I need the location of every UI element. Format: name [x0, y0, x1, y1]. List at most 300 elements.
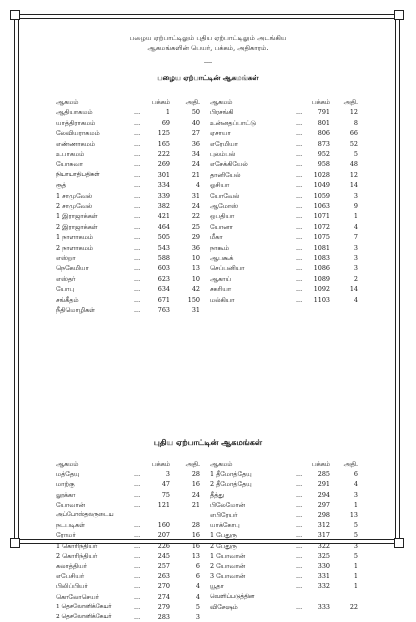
book-page: 330 — [317, 562, 330, 570]
book-chapters: 12 — [349, 108, 358, 117]
book-name: ஆமோஸ் — [210, 202, 238, 210]
book-page: 125 — [157, 129, 170, 138]
book-page: 464 — [157, 222, 170, 231]
book-name: 1 பேதுரு — [210, 531, 237, 540]
book-chapters: 3 — [195, 613, 200, 621]
book-page: 333 — [317, 602, 330, 611]
book-chapters: 3 — [353, 191, 358, 200]
book-page: 791 — [317, 108, 330, 117]
book-row — [56, 118, 206, 128]
book-page: 1 — [165, 108, 170, 117]
leader-dots: ... — [296, 160, 303, 169]
book-chapters: 52 — [349, 139, 358, 148]
book-name: சங்கீதம் — [56, 295, 79, 304]
column-header-book: ஆகமம் — [210, 460, 233, 468]
book-row — [56, 128, 206, 138]
book-chapters: 4 — [195, 592, 200, 601]
book-page: 257 — [157, 562, 170, 570]
column-header-book: ஆகமம் — [210, 98, 233, 106]
book-name: லேவியராகமம் — [56, 129, 100, 138]
book-row — [210, 139, 360, 149]
book-name: எண்ணாகமம் — [56, 139, 95, 148]
book-page: 1075 — [313, 233, 330, 242]
book-row — [210, 561, 360, 571]
book-page: 634 — [157, 285, 170, 294]
book-name: 1 நாளாகமம் — [56, 233, 94, 242]
leader-dots: ... — [134, 170, 141, 179]
book-row — [210, 530, 360, 540]
book-name: எபிரேயர் — [210, 511, 238, 519]
book-row — [56, 211, 206, 221]
book-name: யோவேல் — [210, 191, 240, 200]
book-chapters: 4 — [195, 582, 200, 591]
leader-dots: ... — [296, 264, 303, 273]
column-header-chapters: அதி. — [185, 460, 200, 468]
page-title-line2: ஆகமங்களின் பெயர், பக்கம், அதிகாரம். — [147, 44, 269, 52]
book-name: 2 சாமுவேல் — [56, 202, 93, 210]
book-row — [210, 170, 360, 180]
book-name: ஆபகூக் — [210, 254, 234, 262]
book-chapters: 4 — [353, 295, 358, 304]
book-chapters: 3 — [353, 264, 358, 273]
book-page: 1081 — [313, 243, 330, 252]
book-name: 1 இராஜாக்கள் — [56, 212, 98, 221]
leader-dots: ... — [296, 295, 303, 304]
book-chapters: 42 — [191, 285, 200, 294]
book-page: 69 — [161, 118, 170, 127]
book-chapters: 8 — [353, 118, 358, 127]
leader-dots: ... — [134, 212, 141, 221]
book-row — [210, 602, 360, 612]
book-chapters: 22 — [191, 212, 200, 221]
leader-dots: ... — [296, 243, 303, 252]
leader-dots: ... — [296, 150, 303, 158]
book-chapters: 16 — [191, 480, 200, 489]
book-name: ஆகாய் — [210, 274, 231, 283]
book-row — [56, 170, 206, 180]
leader-dots: ... — [296, 470, 303, 479]
book-row — [56, 159, 206, 169]
book-row — [210, 159, 360, 169]
book-name: செப்பனியா — [210, 264, 245, 273]
leader-dots: ... — [296, 490, 303, 499]
book-row — [56, 274, 206, 284]
ot-left-header-row — [56, 97, 206, 107]
book-chapters: 10 — [191, 254, 200, 262]
column-header-chapters: அதி. — [343, 98, 358, 106]
book-chapters: 1 — [353, 582, 358, 591]
book-chapters: 16 — [191, 531, 200, 540]
book-chapters: 5 — [195, 602, 200, 611]
book-page: 75 — [161, 490, 170, 499]
book-row — [56, 541, 206, 551]
book-row — [56, 500, 206, 510]
book-page: 382 — [157, 202, 170, 210]
leader-dots: ... — [296, 562, 303, 570]
book-name: எபேசியர் — [56, 572, 85, 581]
book-row — [56, 305, 206, 315]
book-page: 269 — [157, 160, 170, 169]
leader-dots: ... — [134, 521, 141, 530]
leader-dots: ... — [296, 170, 303, 179]
book-row — [56, 107, 206, 117]
book-chapters: 13 — [191, 264, 200, 273]
book-page: 1028 — [313, 170, 330, 179]
nt-right-header-row — [210, 459, 360, 469]
leader-dots: ... — [134, 551, 141, 560]
border-corner — [394, 538, 404, 548]
book-row — [210, 274, 360, 284]
leader-dots: ... — [134, 480, 141, 489]
book-page: 543 — [157, 243, 170, 252]
leader-dots: ... — [296, 233, 303, 242]
book-chapters: 5 — [353, 150, 358, 158]
leader-dots: ... — [296, 541, 303, 550]
book-row — [210, 201, 360, 211]
book-chapters: 36 — [191, 243, 200, 252]
book-row — [210, 490, 360, 500]
book-chapters: 5 — [353, 551, 358, 560]
book-name: நாகூம் — [210, 243, 229, 252]
book-name: புலம்பல் — [210, 150, 236, 158]
book-row — [56, 479, 206, 489]
leader-dots: ... — [134, 160, 141, 169]
book-row — [56, 139, 206, 149]
book-page: 47 — [161, 480, 170, 489]
book-row — [210, 232, 360, 242]
book-page: 1103 — [313, 295, 330, 304]
book-chapters: 1 — [353, 572, 358, 581]
book-name: 3 யோவான் — [210, 572, 246, 581]
book-row — [56, 592, 206, 602]
book-name: பிலேமோன் — [210, 500, 245, 509]
book-page: 1089 — [313, 274, 330, 283]
book-chapters: 28 — [191, 521, 200, 530]
book-chapters: 3 — [353, 490, 358, 499]
leader-dots: ... — [296, 521, 303, 530]
book-name: ஏசாயா — [210, 129, 231, 138]
leader-dots: ... — [134, 233, 141, 242]
book-chapters: 6 — [195, 572, 200, 581]
book-page: 245 — [157, 551, 170, 560]
book-chapters: 24 — [191, 202, 200, 210]
book-page: 505 — [157, 233, 170, 242]
page-title-line1: பழைய ஏற்பாட்டிலும் புதிய ஏற்பாட்டிலும் அடங்கிய — [129, 34, 287, 42]
book-chapters: 3 — [353, 254, 358, 262]
book-name: நியாயாதிபதிகள் — [56, 171, 100, 178]
book-name: 1 சாமுவேல் — [56, 191, 93, 200]
book-chapters: 4 — [353, 480, 358, 489]
border-corner — [10, 10, 20, 20]
book-page: 322 — [317, 541, 330, 550]
book-page: 207 — [157, 531, 170, 540]
book-chapters: 40 — [191, 118, 200, 127]
book-chapters: 13 — [349, 511, 358, 519]
book-name: யோசுவா — [56, 160, 83, 169]
leader-dots: ... — [134, 470, 141, 479]
book-row — [56, 510, 206, 520]
leader-dots: ... — [134, 582, 141, 591]
leader-dots: ... — [134, 531, 141, 540]
book-page: 331 — [317, 572, 330, 581]
column-header-page: பக்கம் — [151, 460, 170, 468]
book-name: ரூத் — [56, 181, 67, 190]
ot-right-header-row — [210, 97, 360, 107]
leader-dots: ... — [134, 202, 141, 210]
book-page: 958 — [317, 160, 330, 169]
book-name: எஸ்தர் — [56, 274, 76, 283]
leader-dots: ... — [134, 274, 141, 283]
book-name: நீதிமொழிகள் — [56, 306, 95, 314]
book-name: லூக்கா — [56, 490, 76, 499]
book-page: 274 — [157, 592, 170, 601]
book-row — [210, 479, 360, 489]
border-corner — [394, 10, 404, 20]
book-page: 588 — [157, 254, 170, 262]
book-page: 332 — [317, 582, 330, 591]
book-chapters: 13 — [191, 551, 200, 560]
book-row — [56, 180, 206, 190]
book-name: எஸ்றா — [56, 254, 76, 262]
book-row — [56, 612, 206, 622]
book-page: 222 — [157, 150, 170, 158]
book-name: மல்கியா — [210, 295, 235, 304]
leader-dots: ... — [296, 139, 303, 148]
book-row — [56, 149, 206, 159]
book-row — [56, 222, 206, 232]
leader-dots: ... — [296, 582, 303, 591]
book-name: யோபு — [56, 285, 75, 294]
book-page: 294 — [317, 490, 330, 499]
book-name: ஆதியாகமம் — [56, 108, 93, 117]
book-page: 334 — [157, 181, 170, 190]
book-name: 2 பேதுரு — [210, 541, 237, 550]
book-page: 421 — [157, 212, 170, 221]
book-page: 339 — [157, 191, 170, 200]
leader-dots: ... — [296, 191, 303, 200]
book-name: தானியேல் — [210, 170, 241, 179]
book-name: 1 கொரிந்தியர் — [56, 541, 98, 550]
book-chapters: 16 — [191, 541, 200, 550]
column-header-chapters: அதி. — [343, 460, 358, 468]
leader-dots: ... — [134, 139, 141, 148]
book-name: யூதா — [210, 582, 224, 591]
leader-dots: ... — [134, 118, 141, 127]
book-chapters: 29 — [191, 233, 200, 242]
book-page: 1092 — [313, 285, 330, 294]
book-chapters: 31 — [191, 191, 200, 200]
book-chapters: 5 — [353, 521, 358, 530]
book-page: 952 — [317, 150, 330, 158]
book-chapters: 1 — [353, 562, 358, 570]
book-row — [210, 510, 360, 520]
book-page: 297 — [317, 500, 330, 509]
book-page: 1071 — [313, 212, 330, 221]
book-row — [56, 581, 206, 591]
book-page: 312 — [317, 521, 330, 530]
leader-dots: ... — [134, 541, 141, 550]
book-name: 2 இராஜாக்கள் — [56, 222, 98, 231]
leader-dots: ... — [134, 222, 141, 231]
book-page: 3 — [165, 470, 170, 479]
book-chapters: 3 — [353, 243, 358, 252]
book-row — [210, 180, 360, 190]
book-row — [56, 263, 206, 273]
leader-dots: ... — [134, 613, 141, 621]
book-chapters: 14 — [349, 181, 358, 190]
book-page: 285 — [317, 470, 330, 479]
leader-dots: ... — [134, 295, 141, 304]
book-page: 121 — [157, 500, 170, 509]
book-row — [56, 571, 206, 581]
book-name: ஓசியா — [210, 181, 230, 190]
book-chapters: 21 — [191, 170, 200, 179]
leader-dots: ... — [296, 254, 303, 262]
book-name: யோவான் — [56, 500, 86, 509]
leader-dots: ... — [296, 511, 303, 519]
leader-dots: ... — [134, 243, 141, 252]
book-page: 806 — [317, 129, 330, 138]
book-name: 1 யோவான் — [210, 551, 246, 560]
book-chapters: 28 — [191, 470, 200, 479]
book-page: 283 — [157, 613, 170, 621]
book-chapters: 5 — [353, 531, 358, 540]
book-page: 298 — [317, 511, 330, 519]
book-page: 317 — [317, 531, 330, 540]
book-chapters: 2 — [353, 274, 358, 283]
book-page: 279 — [157, 602, 170, 611]
leader-dots: ... — [134, 191, 141, 200]
leader-dots: ... — [296, 129, 303, 138]
book-row — [210, 284, 360, 294]
column-header-page: பக்கம் — [151, 98, 170, 106]
book-row — [56, 530, 206, 540]
book-chapters: 1 — [353, 212, 358, 221]
book-name: யாத்திராகமம் — [56, 118, 96, 127]
book-name: சகரியா — [210, 285, 232, 294]
leader-dots: ... — [134, 108, 141, 117]
leader-dots: ... — [134, 181, 141, 190]
book-name: ரோமர் — [56, 531, 76, 540]
leader-dots: ... — [296, 285, 303, 294]
book-row — [210, 243, 360, 253]
book-name: நெகேமியா — [56, 264, 89, 273]
leader-dots: ... — [134, 562, 141, 570]
column-header-book: ஆகமம் — [56, 460, 79, 468]
book-chapters: 66 — [349, 129, 358, 138]
leader-dots: ... — [296, 572, 303, 581]
book-page: 1086 — [313, 264, 330, 273]
book-row — [210, 551, 360, 561]
book-row — [56, 551, 206, 561]
book-page: 1083 — [313, 254, 330, 262]
column-header-page: பக்கம் — [311, 460, 330, 468]
book-name: கொலோசெயர் — [56, 592, 99, 601]
leader-dots: ... — [296, 551, 303, 560]
book-name: யோனா — [210, 222, 233, 231]
book-page: 291 — [317, 480, 330, 489]
leader-dots: ... — [134, 150, 141, 158]
book-row — [56, 284, 206, 294]
book-page: 226 — [157, 541, 170, 550]
book-chapters: 9 — [353, 202, 358, 210]
book-page: 1049 — [313, 181, 330, 190]
book-name: தீத்து — [210, 490, 224, 499]
book-row — [210, 541, 360, 551]
book-chapters: 4 — [353, 222, 358, 231]
book-row — [210, 149, 360, 159]
book-name: வெளிப்படுத்தின — [210, 593, 255, 600]
book-name: உபாகமம் — [56, 150, 85, 158]
book-row — [210, 520, 360, 530]
book-name: 1 தெசலோனிக்கேயர் — [56, 603, 112, 610]
book-chapters: 7 — [353, 233, 358, 242]
book-row — [210, 253, 360, 263]
book-page: 160 — [157, 521, 170, 530]
book-chapters: 24 — [191, 160, 200, 169]
book-chapters: 31 — [191, 306, 200, 314]
book-row — [56, 201, 206, 211]
book-name: 2 தெசலோனிக்கேயர் — [56, 614, 112, 620]
book-page: 1059 — [313, 191, 330, 200]
book-row — [210, 571, 360, 581]
leader-dots: ... — [296, 108, 303, 117]
book-row — [210, 211, 360, 221]
book-name: யாக்கோபு — [210, 521, 240, 530]
book-chapters: 6 — [195, 562, 200, 570]
column-header-page: பக்கம் — [311, 98, 330, 106]
book-row — [210, 500, 360, 510]
book-row — [56, 232, 206, 242]
book-row — [56, 602, 206, 612]
book-name: உன்னதப்பாட்டு — [210, 118, 256, 127]
book-page: 325 — [317, 551, 330, 560]
book-row — [210, 118, 360, 128]
book-chapters: 14 — [349, 285, 358, 294]
leader-dots: ... — [296, 202, 303, 210]
book-chapters: 150 — [187, 295, 200, 304]
leader-dots: ... — [134, 602, 141, 611]
book-row — [56, 490, 206, 500]
book-chapters: 3 — [353, 541, 358, 550]
book-chapters: 6 — [353, 470, 358, 479]
leader-dots: ... — [296, 181, 303, 190]
book-page: 301 — [157, 170, 170, 179]
book-name: அப்போஸ்தலருடைய — [56, 512, 114, 518]
book-name: எரேமியா — [210, 139, 238, 148]
book-page: 165 — [157, 139, 170, 148]
separator: ---- — [203, 59, 213, 66]
book-chapters: 22 — [349, 602, 358, 611]
book-chapters: 27 — [191, 129, 200, 138]
book-name: பிரசங்கி — [210, 108, 234, 117]
book-row — [56, 243, 206, 253]
book-row — [210, 295, 360, 305]
book-row — [210, 107, 360, 117]
book-page: 603 — [157, 264, 170, 273]
column-header-book: ஆகமம் — [56, 98, 79, 106]
leader-dots: ... — [134, 490, 141, 499]
leader-dots: ... — [134, 285, 141, 294]
leader-dots: ... — [134, 254, 141, 262]
leader-dots: ... — [134, 592, 141, 601]
book-chapters: 1 — [353, 500, 358, 509]
leader-dots: ... — [296, 274, 303, 283]
book-name: 1 தீமோத்தேயு — [210, 470, 252, 479]
leader-dots: ... — [134, 572, 141, 581]
book-chapters: 48 — [349, 160, 358, 169]
leader-dots: ... — [296, 118, 303, 127]
